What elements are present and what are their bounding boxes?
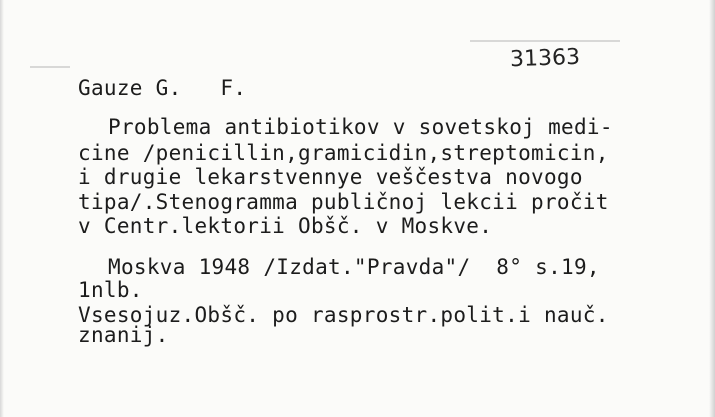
author-line: Gauze G. F. [78, 76, 247, 100]
publisher-line-1: Vsesojuz.Obšč. po rasprostr.polit.i nauč. [78, 303, 609, 327]
title-line-5: v Centr.lektorii Obšč. v Moskve. [78, 214, 493, 238]
title-line-2: cine /penicillin,gramicidin,streptomicin, [78, 141, 609, 165]
title-line-4: tipa/.Stenogramma publičnoj lekcii pročit [78, 190, 609, 214]
imprint-line-1: Moskva 1948 /Izdat."Pravda"/ 8° s.19, [108, 255, 600, 279]
catalog-number: 31363 [509, 44, 581, 73]
imprint-line-2: 1nlb. [78, 278, 143, 302]
title-line-3: i drugie lekarstvennye veščestva novogo [78, 165, 583, 189]
card-left-edge-shadow [0, 0, 4, 417]
publisher-line-2: znanij. [78, 323, 169, 347]
faint-scan-smudge [470, 40, 620, 42]
card-right-edge-shadow [709, 0, 715, 417]
title-line-1: Problema antibiotikov v sovetskoj medi- [108, 115, 613, 139]
faint-scan-smudge [30, 66, 70, 68]
